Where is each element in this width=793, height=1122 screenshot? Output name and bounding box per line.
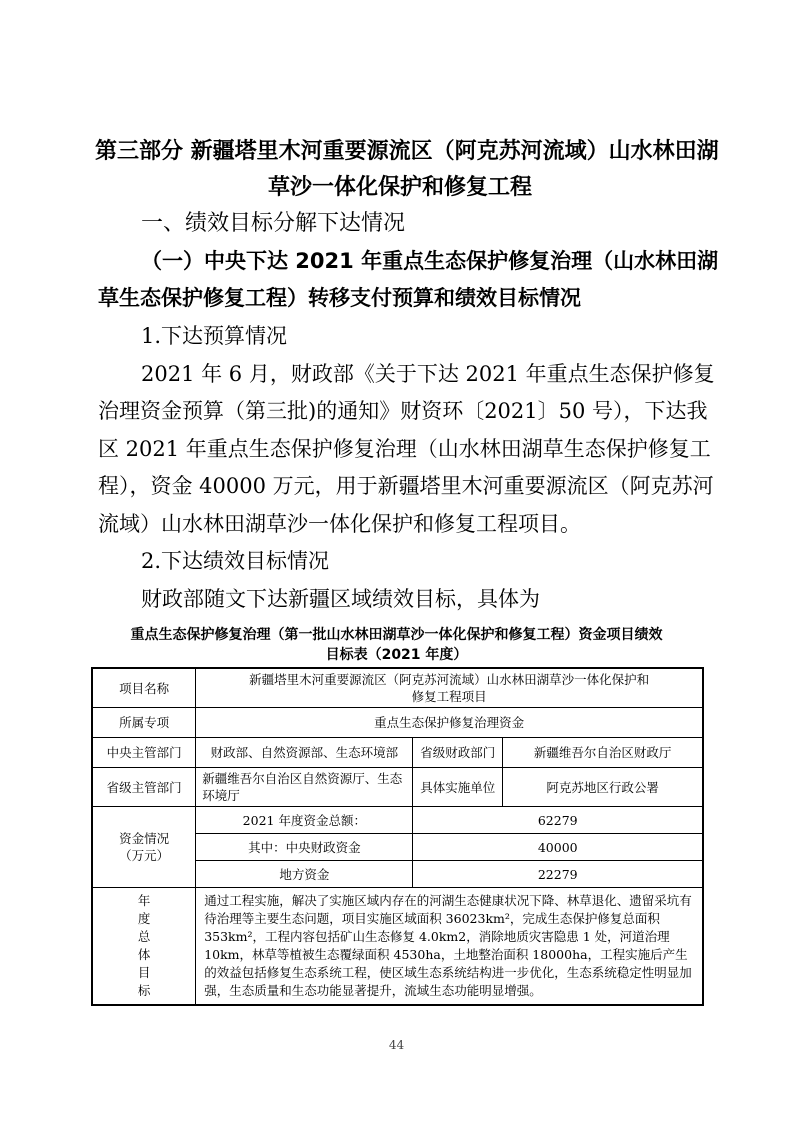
subsection-heading-line2: 草生态保护修复工程）转移支付预算和绩效目标情况 (98, 286, 581, 310)
table-row (92, 668, 703, 708)
goal-label-char: 度 (137, 911, 151, 926)
para1-line2: 治理资金预算（第三批)的通知》财资环〔2021〕50 号），下达我 (98, 399, 708, 423)
prov-finance-label: 省级财政部门 (413, 738, 503, 768)
page-title-line2: 草沙一体化保护和修复工程 (267, 175, 532, 200)
subsection-heading-line1: （一）中央下达 2021 年重点生态保护修复治理（山水林田湖 (141, 249, 719, 273)
central-dept-value: 财政部、自然资源部、生态环境部 (196, 738, 413, 768)
central-dept-label: 中央主管部门 (92, 738, 196, 768)
goal-text: 通过工程实施，解决了实施区域内存在的河湖生态健康状况下降、林草退化、遗留采坑有待治理等主要生态问题，项目实施区域面积 36023km²，完成生态保护修复总面积 353km²，工程内容包括矿山生态修复 4.0km2，消除地质灾害隐患 1 处，河道治理 10km，林草等植被生态覆绿面积 4530ha，土地整治面积 18000ha，工程实施后产生的效益包括修复生态系统工程，使区域生态系统结构进一步优化，生态系统稳定性明显加强，生态质量和生态功能显著提升，流域生态功能明显增强。 (196, 888, 703, 1006)
table-row (92, 738, 703, 768)
item2-heading: 2.下达绩效目标情况 (141, 549, 330, 573)
funds-central-label: 其中：中央财政资金 (196, 834, 413, 861)
goal-label-char: 目 (137, 965, 151, 980)
table-row (92, 888, 703, 1006)
para2: 财政部随文下达新疆区域绩效目标，具体为 (141, 587, 540, 611)
funds-label (92, 807, 196, 888)
category-value: 重点生态保护修复治理资金 (196, 708, 703, 738)
funds-central-value: 40000 (413, 834, 703, 861)
funds-local-value: 22279 (413, 861, 703, 888)
goal-label-char: 总 (137, 929, 151, 944)
page-number: 44 (388, 1038, 405, 1052)
funds-label-line1: 资金情况 (119, 831, 170, 846)
table-row (92, 708, 703, 738)
goal-label-char: 年 (137, 893, 151, 908)
funds-total-value: 62279 (413, 807, 703, 834)
page-title-line1: 第三部分 新疆塔里木河重要源流区（阿克苏河流域）山水林田湖 (95, 139, 719, 164)
category-label: 所属专项 (92, 708, 196, 738)
project-name-label: 项目名称 (92, 668, 196, 708)
item1-heading: 1.下达预算情况 (141, 324, 288, 348)
goal-label-char: 体 (137, 947, 151, 962)
table-caption-line1: 重点生态保护修复治理（第一批山水林田湖草沙一体化保护和修复工程）资金项目绩效 (130, 627, 663, 643)
prov-dept-label: 省级主管部门 (92, 768, 196, 807)
performance-goal-table (91, 667, 704, 1006)
impl-unit-label: 具体实施单位 (413, 768, 503, 807)
funds-local-label: 地方资金 (196, 861, 413, 888)
para1-line1: 2021 年 6 月，财政部《关于下达 2021 年重点生态保护修复 (141, 362, 715, 386)
project-name-value: 新疆塔里木河重要源流区（阿克苏河流域）山水林田湖草沙一体化保护和修复工程项目 (196, 668, 703, 708)
table-caption-line2: 目标表（2021 年度） (325, 647, 468, 663)
impl-unit-value: 阿克苏地区行政公署 (503, 768, 703, 807)
goal-label-char: 标 (137, 983, 151, 998)
table-row (92, 807, 703, 834)
goal-label (92, 888, 196, 1006)
para1-line5: 流域）山水林田湖草沙一体化保护和修复工程项目。 (98, 512, 581, 536)
funds-total-label: 2021 年度资金总额： (196, 807, 413, 834)
para1-line4: 程），资金 40000 万元，用于新疆塔里木河重要源流区（阿克苏河 (98, 474, 714, 498)
para1-line3: 区 2021 年重点生态保护修复治理（山水林田湖草生态保护修复工 (98, 437, 711, 461)
table-row (92, 768, 703, 807)
prov-finance-value: 新疆维吾尔自治区财政厅 (503, 738, 703, 768)
funds-label-line2: （万元） (119, 848, 170, 863)
prov-dept-value: 新疆维吾尔自治区自然资源厅、生态环境厅 (196, 768, 413, 807)
section-heading: 一、绩效目标分解下达情况 (141, 211, 406, 236)
